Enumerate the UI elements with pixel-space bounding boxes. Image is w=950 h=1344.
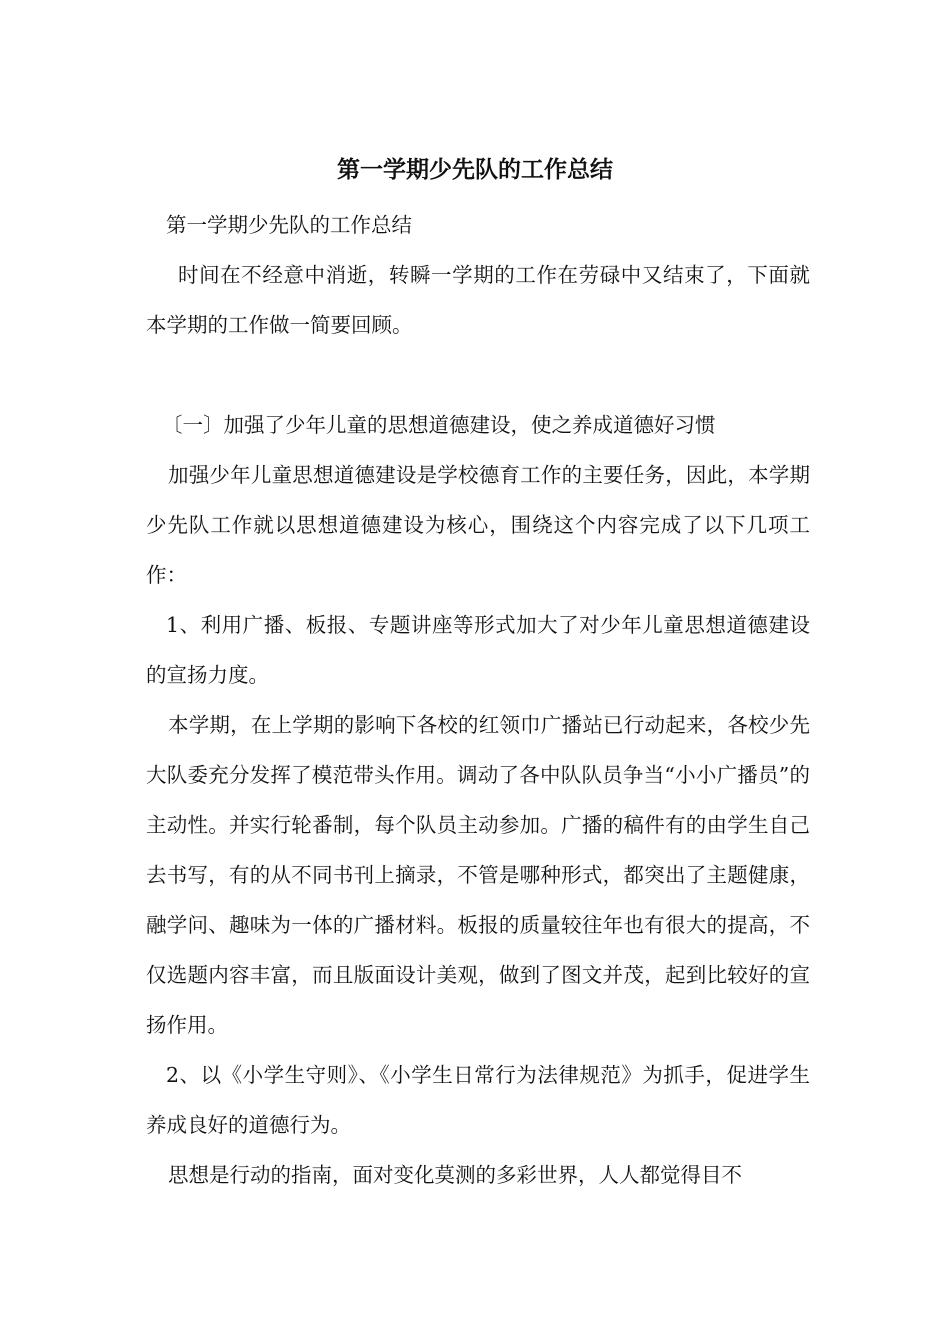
item1-paragraph xyxy=(146,700,810,1050)
section1-paragraph xyxy=(146,450,810,600)
document-subtitle xyxy=(146,200,810,250)
subtitle-text: 第一学期少先队的工作总结 xyxy=(166,213,412,237)
section1-heading xyxy=(146,400,810,450)
item1-heading-text: 1、利用广播、板报、专题讲座等形式加大了对少年儿童思想道德建设的宣扬力度。 xyxy=(146,613,810,687)
intro-text: 时间在不经意中消逝，转瞬一学期的工作在劳碌中又结束了，下面就本学期的工作做一简要回顾。 xyxy=(146,263,810,337)
item1-heading xyxy=(146,600,810,700)
item2-heading-text: 2、以《小学生守则》、《小学生日常行为法律规范》为抓手，促进学生养成良好的道德行为。 xyxy=(146,1063,810,1137)
intro-paragraph xyxy=(146,250,810,350)
item2-body-text: 思想是行动的指南，面对变化莫测的多彩世界，人人都觉得目不 xyxy=(168,1163,742,1187)
item2-heading xyxy=(146,1050,810,1150)
section1-heading-text: 〔一〕加强了少年儿童的思想道德建设，使之养成道德好习惯 xyxy=(162,413,716,437)
item1-body-text: 本学期，在上学期的影响下各校的红领巾广播站已行动起来，各校少先大队委充分发挥了模范带头作用。调动了各中队队员争当“小小广播员”的主动性。并实行轮番制，每个队员主动参加。广播的稿件有的由学生自己去书写，有的从不同书刊上摘录，不管是哪种形式，都突出了主题健康，融学问、趣味为一体的广播材料。板报的质量较往年也有很大的提高，不仅选题内容丰富，而且版面设计美观，做到了图文并茂，起到比较好的宣扬作用。 xyxy=(146,713,810,1037)
document-title: 第一学期少先队的工作总结 xyxy=(337,156,613,183)
section1-body-text: 加强少年儿童思想道德建设是学校德育工作的主要任务，因此，本学期少先队工作就以思想道德建设为核心，围绕这个内容完成了以下几项工作： xyxy=(146,463,810,587)
item2-paragraph xyxy=(146,1150,810,1200)
